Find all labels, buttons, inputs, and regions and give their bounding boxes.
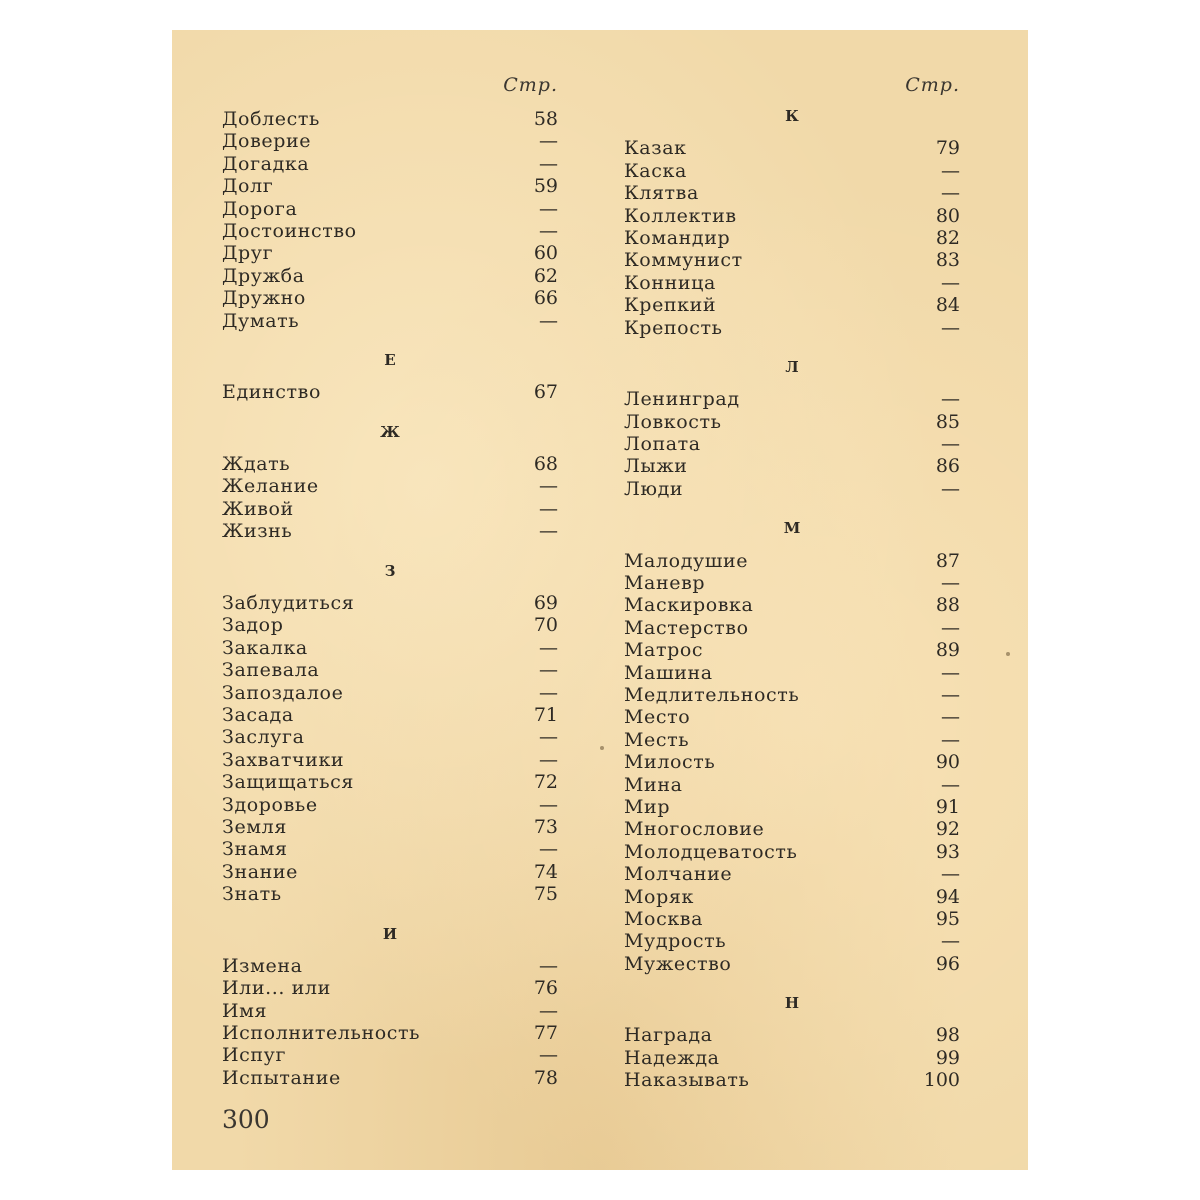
entry-word: Испуг <box>222 1044 287 1067</box>
entry-page-number: — <box>941 683 960 706</box>
entry-word: Жизнь <box>222 520 293 543</box>
entry-page-number: 73 <box>533 815 558 838</box>
entry-page-number: — <box>539 838 558 861</box>
entry-word: Дружно <box>222 287 306 310</box>
entry-word: Испытание <box>222 1066 341 1089</box>
index-entry <box>624 594 960 616</box>
index-entry <box>222 749 558 771</box>
entry-page-number: 95 <box>935 907 960 930</box>
index-entry <box>222 1000 558 1022</box>
index-entry <box>624 818 960 840</box>
entry-page-number: 76 <box>533 977 558 1000</box>
section-gap <box>624 500 960 517</box>
entry-word: Лопата <box>624 433 701 456</box>
entry-word: Клятва <box>624 182 699 205</box>
entry-page-number: — <box>941 433 960 456</box>
entry-word: Мужество <box>624 952 732 975</box>
entry-page-number: 60 <box>533 242 558 265</box>
entry-word: Мастерство <box>624 616 749 639</box>
entry-page-number: — <box>539 681 558 704</box>
index-entry <box>624 572 960 594</box>
entry-page-number: 78 <box>533 1066 558 1089</box>
index-entry <box>624 751 960 773</box>
section-gap <box>222 543 558 560</box>
entry-word: Многословие <box>624 818 765 841</box>
entry-page-number: 66 <box>533 287 558 310</box>
entry-word: Милость <box>624 751 716 774</box>
entry-page-number: — <box>941 706 960 729</box>
entry-page-number: 69 <box>533 592 558 615</box>
index-entry <box>222 883 558 905</box>
entry-page-number: — <box>941 182 960 205</box>
index-entry <box>624 249 960 271</box>
entry-page-number: — <box>941 316 960 339</box>
entry-page-number: 68 <box>533 453 558 476</box>
index-entry <box>222 1067 558 1089</box>
index-entry <box>222 637 558 659</box>
entry-word: Люди <box>624 477 684 500</box>
entry-page-number: — <box>539 475 558 498</box>
entry-page-number: 85 <box>935 410 960 433</box>
paper-spot <box>600 746 604 750</box>
index-entry <box>624 908 960 930</box>
entry-word: Надежда <box>624 1046 720 1069</box>
index-entry <box>624 930 960 952</box>
entry-page-number: — <box>941 661 960 684</box>
entry-page-number: 62 <box>533 264 558 287</box>
section-gap <box>222 443 558 453</box>
entry-page-number: — <box>539 130 558 153</box>
index-entry <box>624 729 960 751</box>
index-entry <box>222 1044 558 1066</box>
index-entry <box>624 662 960 684</box>
entry-page-number: — <box>539 152 558 175</box>
entry-word: Заслуга <box>222 726 305 749</box>
section-letter: Ж <box>380 422 400 441</box>
entry-page-number: 80 <box>935 204 960 227</box>
entry-word: Маскировка <box>624 594 754 617</box>
entry-page-number: — <box>539 793 558 816</box>
section-letter: Н <box>784 994 800 1013</box>
index-entry <box>624 137 960 159</box>
entry-word: Дорога <box>222 197 298 220</box>
section-gap <box>222 404 558 421</box>
section-gap <box>624 540 960 550</box>
index-entry <box>222 592 558 614</box>
index-entry <box>624 774 960 796</box>
entry-word: Имя <box>222 999 268 1022</box>
index-entry <box>624 617 960 639</box>
entry-word: Месть <box>624 728 690 751</box>
index-entry <box>222 955 558 977</box>
entry-word: Казак <box>624 137 687 160</box>
index-entry <box>222 520 558 542</box>
entry-word: Ленинград <box>624 388 740 411</box>
index-entry <box>222 771 558 793</box>
index-entry <box>624 1069 960 1091</box>
index-entry <box>624 294 960 316</box>
section-letter: Е <box>384 350 396 369</box>
entry-page-number: 88 <box>935 594 960 617</box>
index-entry <box>624 433 960 455</box>
entry-page-number: 79 <box>935 137 960 160</box>
entry-word: Доблесть <box>222 108 320 130</box>
entry-page-number: 59 <box>533 175 558 198</box>
entry-page-number: 84 <box>935 294 960 317</box>
entry-word: Захватчики <box>222 748 345 771</box>
section-letter: К <box>785 107 799 125</box>
entry-page-number: — <box>539 999 558 1022</box>
entry-word: Лыжи <box>624 455 688 478</box>
entry-word: Достоинство <box>222 219 357 242</box>
entry-page-number: — <box>941 930 960 953</box>
entry-word: Мир <box>624 795 671 818</box>
index-entry <box>624 160 960 182</box>
index-entry <box>624 550 960 572</box>
index-entry <box>222 287 558 309</box>
entry-page-number: 74 <box>533 860 558 883</box>
entry-word: Медлительность <box>624 683 800 706</box>
index-entry <box>222 682 558 704</box>
entry-page-number: — <box>539 219 558 242</box>
index-entry <box>624 684 960 706</box>
entry-word: Командир <box>624 226 731 249</box>
section-letter: И <box>382 924 398 943</box>
entry-page-number: 72 <box>533 771 558 794</box>
entry-word: Долг <box>222 175 274 198</box>
entry-word: Мудрость <box>624 930 727 953</box>
entry-word: Крепкий <box>624 294 717 317</box>
index-entry <box>624 863 960 885</box>
entry-page-number: — <box>539 309 558 332</box>
entry-word: Засада <box>222 703 294 726</box>
entry-word: Земля <box>222 815 287 838</box>
entry-page-number: — <box>539 748 558 771</box>
index-entry <box>624 953 960 975</box>
entry-word: Заблудиться <box>222 592 355 615</box>
entry-page-number: 89 <box>935 639 960 662</box>
section-gap <box>624 1014 960 1024</box>
entry-page-number: — <box>941 616 960 639</box>
index-entry <box>624 1047 960 1069</box>
entry-page-number: 75 <box>533 883 558 906</box>
entry-word: Единство <box>222 381 321 404</box>
paper-spot <box>1006 652 1010 656</box>
index-entry <box>624 205 960 227</box>
index-entry <box>624 841 960 863</box>
index-entry <box>222 153 558 175</box>
entry-page-number: 67 <box>533 381 558 404</box>
index-entry <box>222 453 558 475</box>
entry-word: Машина <box>624 661 713 684</box>
entry-page-number: — <box>941 271 960 294</box>
entry-page-number: 98 <box>935 1024 960 1047</box>
entry-page-number: 83 <box>935 249 960 272</box>
index-entry <box>624 411 960 433</box>
entry-word: Защищаться <box>222 771 354 794</box>
entry-page-number: 70 <box>533 614 558 637</box>
entry-word: Задор <box>222 614 284 637</box>
entry-page-number: 77 <box>533 1022 558 1045</box>
entry-page-number: 100 <box>923 1069 960 1092</box>
entry-page-number: — <box>941 773 960 796</box>
left-entries <box>222 108 558 1089</box>
index-entry <box>624 796 960 818</box>
entry-word: Москва <box>624 907 704 930</box>
page-column-header: Стр. <box>905 74 960 96</box>
entry-word: Молодцеватость <box>624 840 798 863</box>
index-entry <box>624 706 960 728</box>
entry-word: Каска <box>624 159 687 182</box>
entry-word: Мина <box>624 773 683 796</box>
section-letter: З <box>384 561 396 580</box>
index-entry <box>222 381 558 403</box>
section-gap <box>222 945 558 955</box>
index-entry <box>624 388 960 410</box>
entry-word: Конница <box>624 271 716 294</box>
entry-page-number: — <box>941 863 960 886</box>
entry-page-number: 71 <box>533 703 558 726</box>
entry-word: Живой <box>222 497 294 520</box>
entry-word: Матрос <box>624 639 704 662</box>
index-entry <box>222 175 558 197</box>
index-entry <box>624 455 960 477</box>
entry-page-number: 82 <box>935 226 960 249</box>
entry-page-number: — <box>941 477 960 500</box>
index-entry <box>624 886 960 908</box>
index-entry <box>222 614 558 636</box>
entry-word: Закалка <box>222 636 308 659</box>
page-column-header: Стр. <box>503 74 558 96</box>
entry-page-number: 96 <box>935 952 960 975</box>
entry-page-number: — <box>539 1044 558 1067</box>
entry-word: Знать <box>222 883 282 906</box>
entry-word: Маневр <box>624 572 706 595</box>
right-entries <box>624 105 960 1092</box>
index-entry <box>222 977 558 999</box>
entry-page-number: 91 <box>935 795 960 818</box>
entry-page-number: 93 <box>935 840 960 863</box>
entry-page-number: — <box>539 726 558 749</box>
index-entry <box>222 108 558 130</box>
book-page <box>172 30 1028 1170</box>
entry-word: Или... или <box>222 977 331 1000</box>
entry-page-number: 99 <box>935 1046 960 1069</box>
entry-word: Друг <box>222 242 274 265</box>
entry-word: Моряк <box>624 885 694 908</box>
entry-page-number: 90 <box>935 751 960 774</box>
entry-word: Ждать <box>222 453 291 476</box>
page-number: 300 <box>222 1105 270 1134</box>
entry-page-number: — <box>941 159 960 182</box>
entry-page-number: — <box>941 572 960 595</box>
entry-word: Догадка <box>222 152 310 175</box>
index-entry <box>222 220 558 242</box>
index-entry <box>624 317 960 339</box>
section-letter: М <box>783 519 801 538</box>
index-entry <box>222 726 558 748</box>
section-gap <box>222 582 558 592</box>
index-entry <box>222 310 558 332</box>
entry-word: Награда <box>624 1024 713 1047</box>
index-entry <box>222 242 558 264</box>
index-entry <box>222 198 558 220</box>
entry-page-number: 92 <box>935 818 960 841</box>
section-gap <box>624 127 960 137</box>
index-entry <box>624 272 960 294</box>
entry-word: Крепость <box>624 316 723 339</box>
section-gap <box>624 339 960 356</box>
section-letter: Л <box>785 357 799 376</box>
entry-word: Малодушие <box>624 549 749 572</box>
entry-word: Ловкость <box>624 410 722 433</box>
entry-page-number: 58 <box>533 108 558 130</box>
entry-page-number: — <box>539 659 558 682</box>
entry-word: Запевала <box>222 659 320 682</box>
entry-page-number: — <box>539 197 558 220</box>
entry-word: Думать <box>222 309 300 332</box>
index-entry <box>624 639 960 661</box>
section-gap <box>222 332 558 349</box>
index-entry <box>222 794 558 816</box>
entry-page-number: — <box>539 497 558 520</box>
index-entry <box>222 861 558 883</box>
entry-word: Место <box>624 706 691 729</box>
entry-word: Знамя <box>222 838 288 861</box>
entry-word: Знание <box>222 860 299 883</box>
entry-page-number: 94 <box>935 885 960 908</box>
entry-word: Желание <box>222 475 319 498</box>
section-gap <box>222 371 558 381</box>
entry-page-number: — <box>539 520 558 543</box>
index-entry <box>222 265 558 287</box>
index-entry <box>222 475 558 497</box>
index-entry <box>222 704 558 726</box>
entry-word: Молчание <box>624 863 733 886</box>
entry-page-number: 86 <box>935 455 960 478</box>
index-entry <box>222 838 558 860</box>
entry-word: Здоровье <box>222 793 318 816</box>
index-entry <box>222 659 558 681</box>
index-entry <box>222 498 558 520</box>
entry-page-number: — <box>539 954 558 977</box>
index-entry <box>222 130 558 152</box>
index-entry <box>222 1022 558 1044</box>
index-entry <box>624 1024 960 1046</box>
entry-page-number: — <box>941 728 960 751</box>
entry-word: Доверие <box>222 130 312 153</box>
index-entry <box>624 478 960 500</box>
entry-word: Наказывать <box>624 1069 750 1092</box>
entry-word: Исполнительность <box>222 1022 421 1045</box>
entry-word: Коммунист <box>624 249 743 272</box>
entry-word: Дружба <box>222 264 305 287</box>
index-entry <box>624 182 960 204</box>
index-entry <box>222 816 558 838</box>
entry-word: Измена <box>222 954 303 977</box>
entry-page-number: — <box>539 636 558 659</box>
index-entry <box>624 227 960 249</box>
entry-page-number: — <box>941 388 960 411</box>
section-gap <box>222 906 558 923</box>
section-gap <box>624 378 960 388</box>
entry-word: Коллектив <box>624 204 737 227</box>
section-gap <box>624 975 960 992</box>
entry-page-number: 87 <box>935 549 960 572</box>
entry-word: Запоздалое <box>222 681 344 704</box>
